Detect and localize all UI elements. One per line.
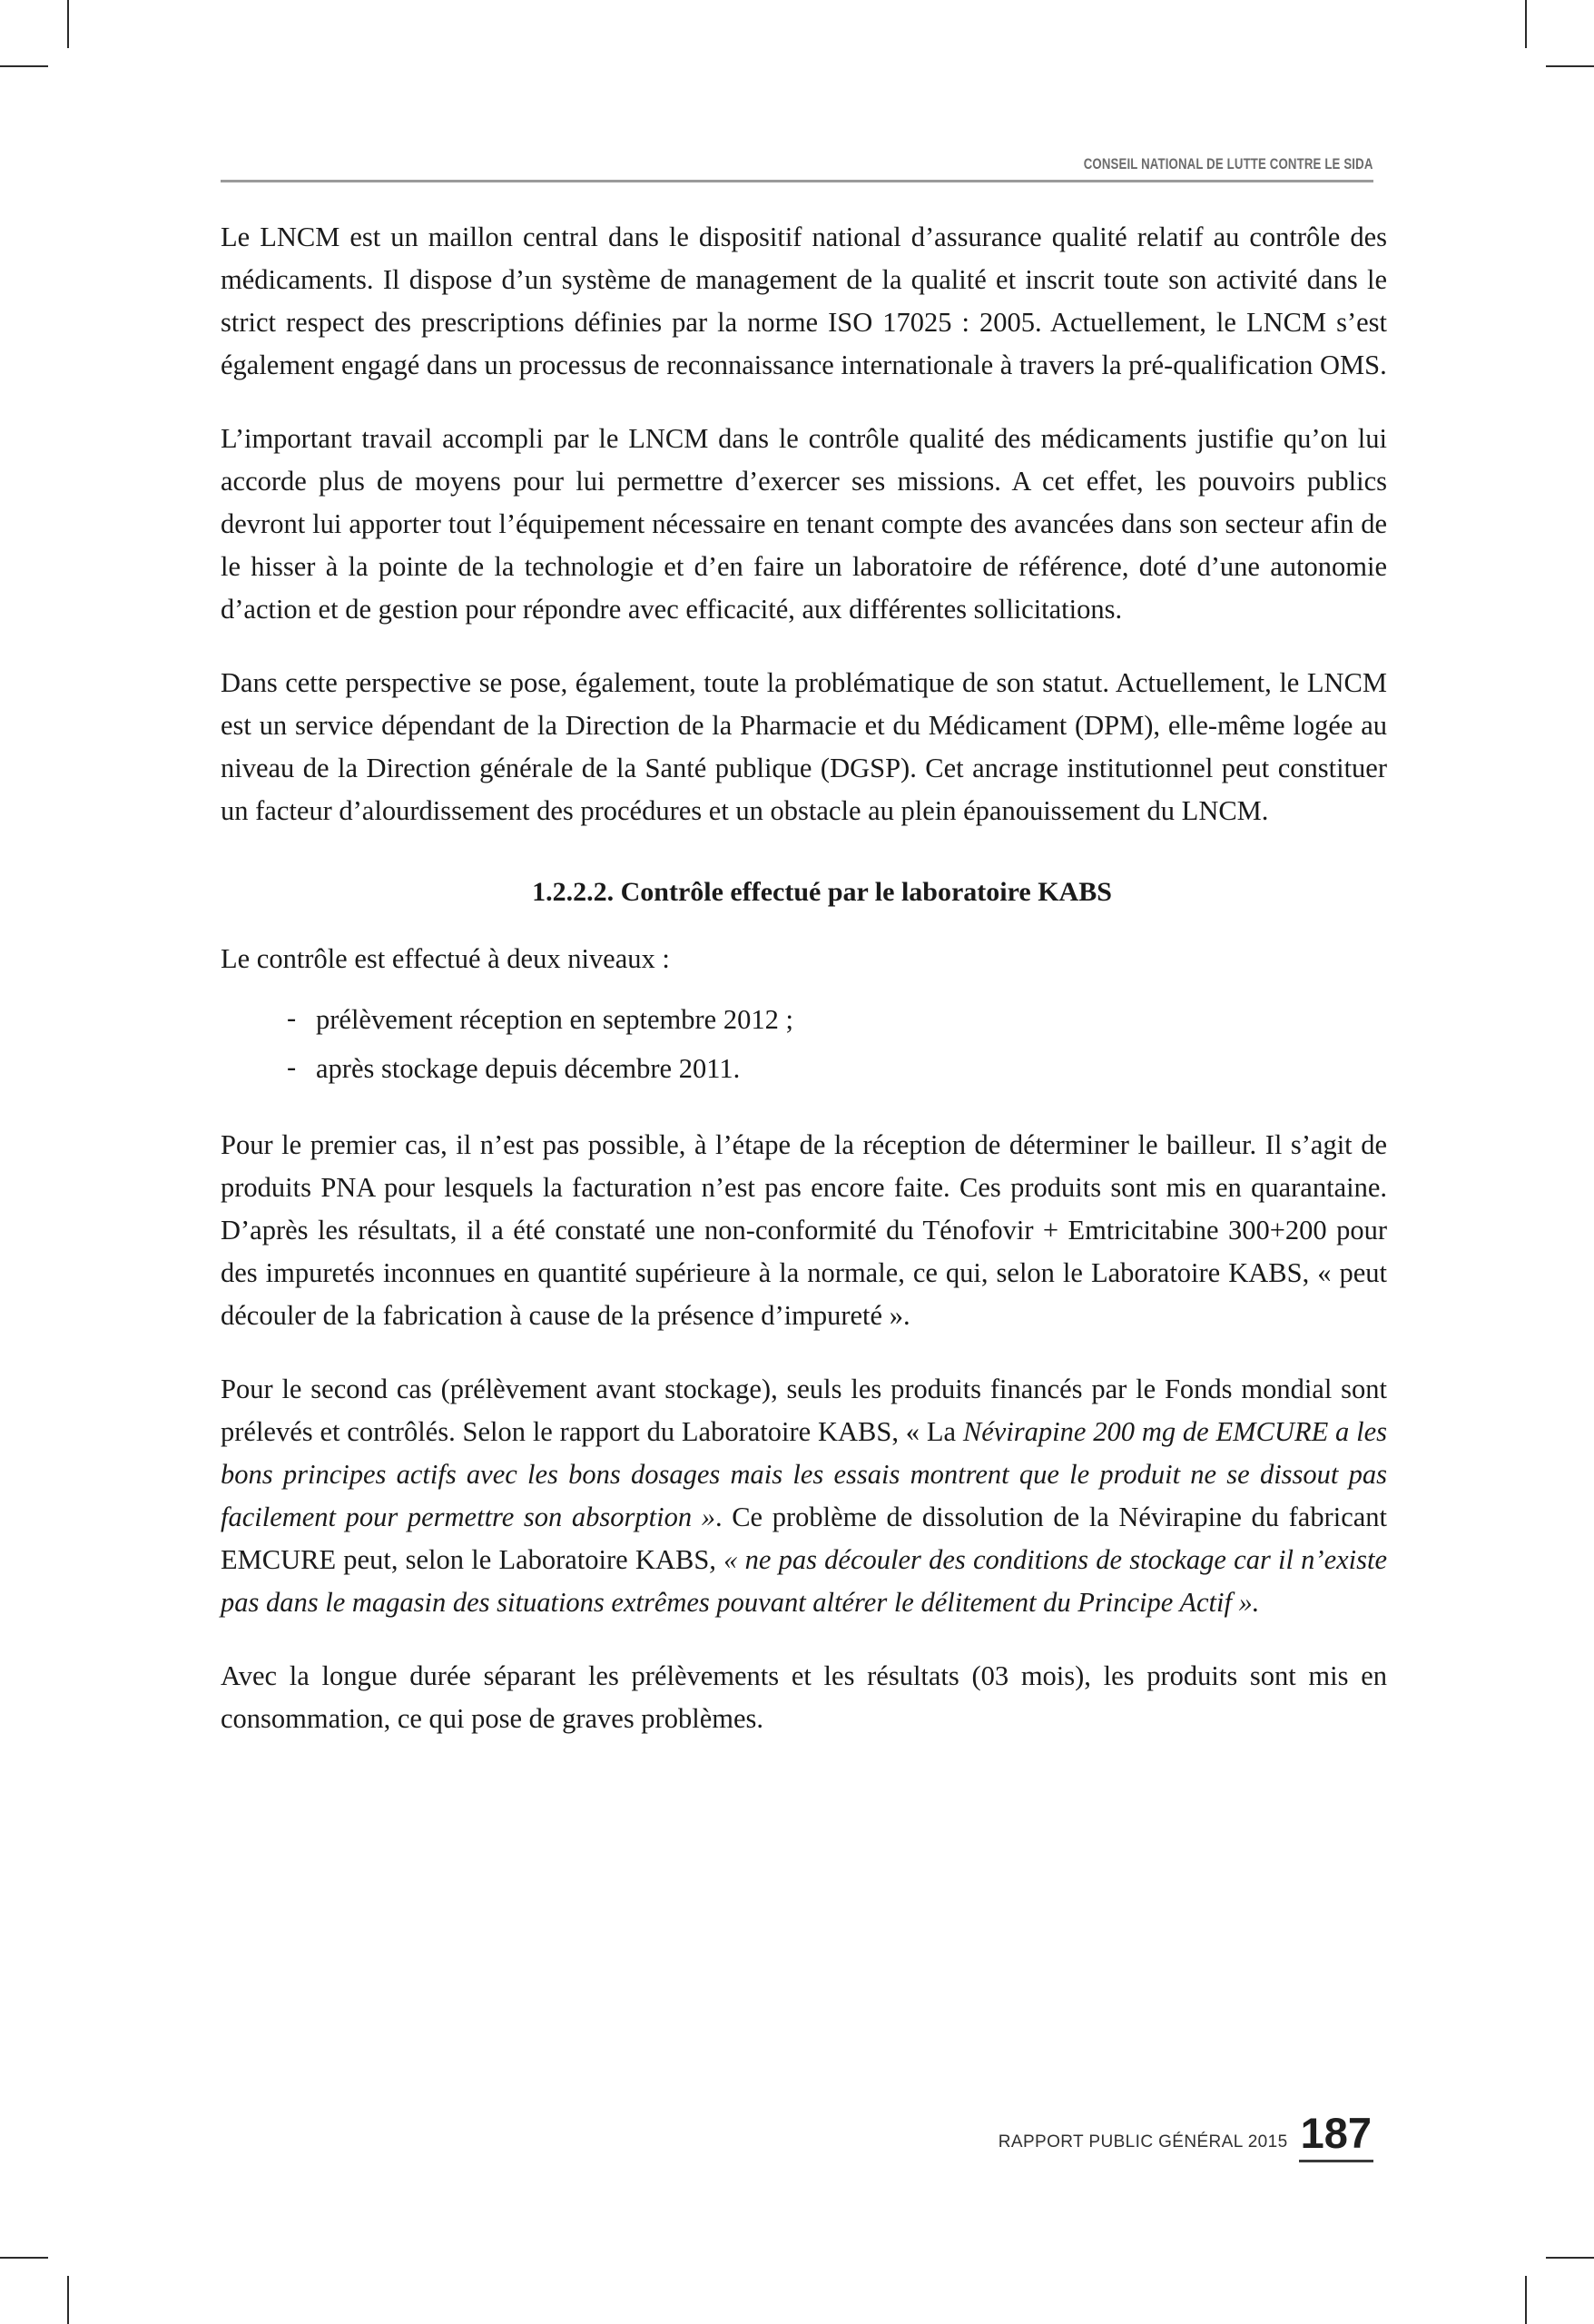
running-head <box>221 141 1373 182</box>
page-number: 187 <box>1299 2113 1373 2162</box>
crop-mark-top-left-vertical <box>67 0 69 48</box>
paragraph-lncm-resources: L’important travail accompli par le LNCM dans le contrôle qualité des médicaments justifie qu’on lui accorde plus de moyens pour lui permettre d’exercer ses missions. A cet effet, les pouvoirs publics devront lui apporter tout l’équipement nécessaire en tenant compte des avancées dans son secteur afin de le hisser à la pointe de la technologie et d’en faire un laboratoire de référence, doté d’une autonomie d’action et de gestion pour répondre avec efficacité, aux différentes sollicitations. <box>221 423 1387 625</box>
dash-bullet-icon: - <box>287 1002 297 1033</box>
crop-mark-bottom-right-horizontal <box>1546 2257 1594 2259</box>
control-levels-list <box>221 995 1387 1093</box>
paragraph-lncm-status: Dans cette perspective se pose, également, toute la problématique de son statut. Actuellement, le LNCM est un service dépendant de la Direction de la Pharmacie et du Médicament (DPM), elle-même logée au niveau de la Direction générale de la Santé publique (DGSP). Cet ancrage institutionnel peut constituer un facteur d’alourdissement des procédures et un obstacle au plein épanouissement du LNCM. <box>221 667 1387 826</box>
list-item <box>287 995 1387 1044</box>
page-footer <box>998 2109 1373 2162</box>
crop-mark-bottom-right-vertical <box>1525 2276 1527 2324</box>
section-heading-kabs: 1.2.2.2. Contrôle effectué par le laboratoire KABS <box>532 877 1112 907</box>
second-case-text-part-2: . Ce problème de dissolution de la Névirapine du fabricant EMCURE peut, selon le Laboratoire KABS <box>221 1502 1387 1575</box>
paragraph-control-levels-lead: Le contrôle est effectué à deux niveaux : <box>221 943 670 974</box>
report-title-label: RAPPORT PUBLIC GÉNÉRAL 2015 <box>998 2132 1288 2152</box>
list-item-label: après stockage depuis décembre 2011. <box>316 1053 741 1084</box>
list-item-label: prélèvement réception en septembre 2012 ; <box>316 1004 793 1035</box>
text-column <box>221 216 1387 1740</box>
second-case-text-part-1: Pour le second cas (prélèvement avant stockage), seuls les produits financés par le Fonds mondial sont prélevés et contrôlés. Selon le rapport du Laboratoire KABS, « La <box>221 1374 1387 1447</box>
running-head-rule <box>221 180 1373 182</box>
crop-mark-top-left-horizontal <box>0 65 48 67</box>
crop-mark-top-right-vertical <box>1525 0 1527 48</box>
paragraph-delay-consequences: Avec la longue durée séparant les prélèvements et les résultats (03 mois), les produits sont mis en consommation, ce qui pose de graves problèmes. <box>221 1660 1387 1734</box>
kabs-quote-nevirapine: Névirapine 200 mg de EMCURE a les bons principes actifs avec les bons dosages mais les essais montrent que le produit ne se dissout pas facilement pour permettre son absorption » <box>221 1416 1387 1532</box>
dash-bullet-icon: - <box>287 1051 297 1082</box>
paragraph-lncm-quality-system: Le LNCM est un maillon central dans le dispositif national d’assurance qualité relatif au contrôle des médicaments. Il dispose d’un système de management de la qualité et inscrit toute son activité dans le strict respect des prescriptions définies par la norme ISO 17025 : 2005. Actuellement, le LNCM s’est également engagé dans un processus de reconnaissance internationale à travers la pré-qualification OMS. <box>221 222 1387 380</box>
list-item <box>287 1044 1387 1093</box>
crop-mark-bottom-left-horizontal <box>0 2257 48 2259</box>
crop-mark-bottom-left-vertical <box>67 2276 69 2324</box>
crop-mark-top-right-horizontal <box>1546 65 1594 67</box>
kabs-quote-storage: , « ne pas découler des conditions de stockage car il n’existe pas dans le magasin des situations extrêmes pouvant altérer le délitement du Principe Actif ». <box>221 1544 1388 1618</box>
running-head-title: CONSEIL NATIONAL DE LUTTE CONTRE LE SIDA <box>1084 156 1373 172</box>
paragraph-first-case: Pour le premier cas, il n’est pas possible, à l’étape de la réception de déterminer le bailleur. Il s’agit de produits PNA pour lesquels la facturation n’est pas encore faite. Ces produits sont mis en quarantaine. D’après les résultats, il a été constaté une non-conformité du Ténofovir + Emtricitabine 300+200 pour des impuretés inconnues en quantité supérieure à la normale, ce qui, selon le Laboratoire KABS, « peut découler de la fabrication à cause de la présence d’impureté ». <box>221 1129 1387 1331</box>
paragraph-second-case <box>221 1368 1387 1624</box>
